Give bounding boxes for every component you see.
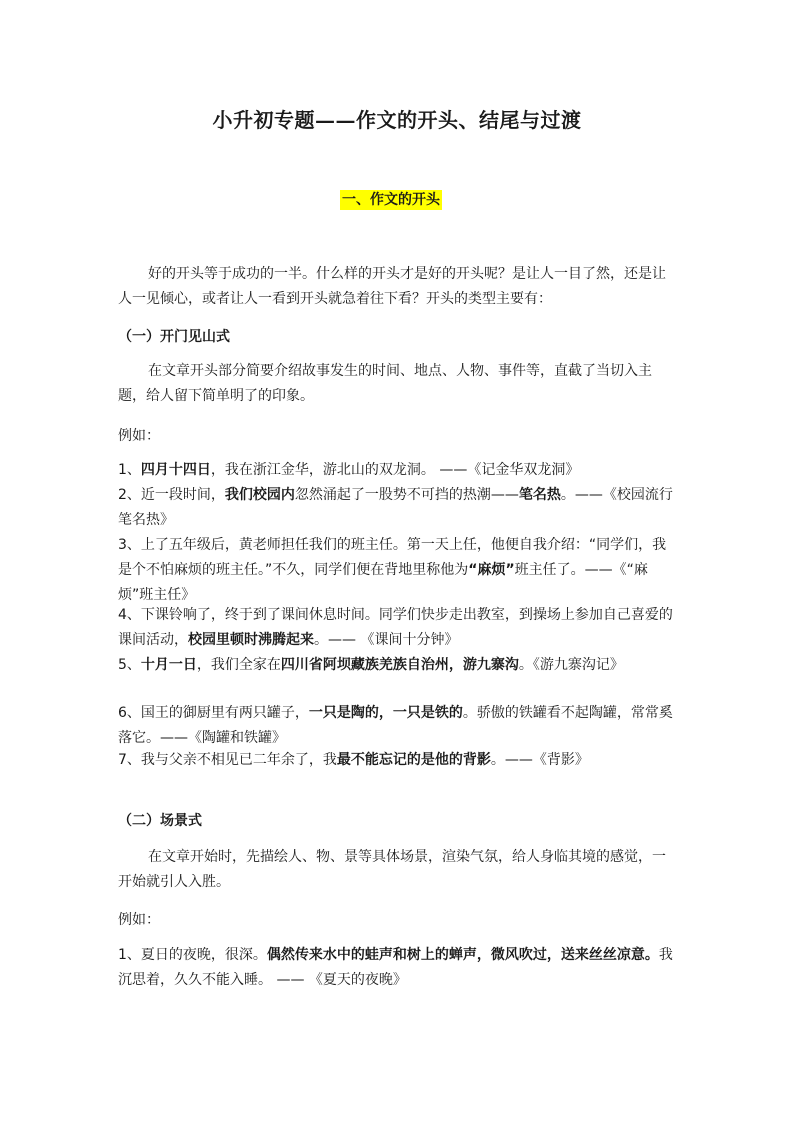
example-item: 4、下课铃响了，终于到了课间休息时间。同学们快步走出教室，到操场上参加自己喜爱的课间活动，校园里顿时沸腾起来。—— 《课间十分钟》	[118, 607, 673, 648]
subsection-description-scene: 在文章开始时，先描绘人、物、景等具体场景，渲染气氛，给人身临其境的感觉，一开始就引人入胜。	[118, 849, 666, 890]
example-label: 例如：	[118, 428, 160, 444]
document-title: 小升初专题——作文的开头、结尾与过渡	[212, 108, 582, 132]
section-heading-opening: 一、作文的开头	[342, 192, 440, 208]
subsection-heading-scene: （二）场景式	[118, 813, 202, 829]
subsection-heading-direct: （一）开门见山式	[118, 329, 230, 345]
example-label: 例如：	[118, 912, 160, 928]
example-item: 1、四月十四日，我在浙江金华，游北山的双龙洞。 ——《记金华双龙洞》	[118, 462, 580, 478]
intro-paragraph: 好的开头等于成功的一半。什么样的开头才是好的开头呢？是让人一目了然，还是让人一见倾心，或者让人一看到开头就急着往下看？开头的类型主要有：	[118, 266, 666, 307]
example-item: 5、十月一日，我们全家在四川省阿坝藏族羌族自治州，游九寨沟。《游九寨沟记》	[118, 657, 624, 673]
example-item: 2、近一段时间，我们校园内忽然涌起了一股势不可挡的热潮——笔名热。——《校园流行笔名热》	[118, 487, 673, 528]
subsection-description-direct: 在文章开头部分简要介绍故事发生的时间、地点、人物、事件等，直截了当切入主题，给人留下简单明了的印象。	[118, 363, 652, 404]
example-item: 6、国王的御厨里有两只罐子，一只是陶的，一只是铁的。骄傲的铁罐看不起陶罐，常常奚落它。——《陶罐和铁罐》	[118, 705, 673, 746]
example-item: 7、我与父亲不相见已二年余了，我最不能忘记的是他的背影。——《背影》	[118, 752, 589, 768]
example-item: 1、夏日的夜晚，很深。偶然传来水中的蛙声和树上的蝉声，微风吹过，送来丝丝凉意。我沉思着，久久不能入睡。 —— 《夏天的夜晚》	[118, 947, 673, 988]
example-item: 3、上了五年级后，黄老师担任我们的班主任。第一天上任，他便自我介绍：“同学们，我是个不怕麻烦的班主任。”不久，同学们便在背地里称他为“麻烦”班主任了。——《“麻烦”班主任》	[118, 537, 667, 603]
